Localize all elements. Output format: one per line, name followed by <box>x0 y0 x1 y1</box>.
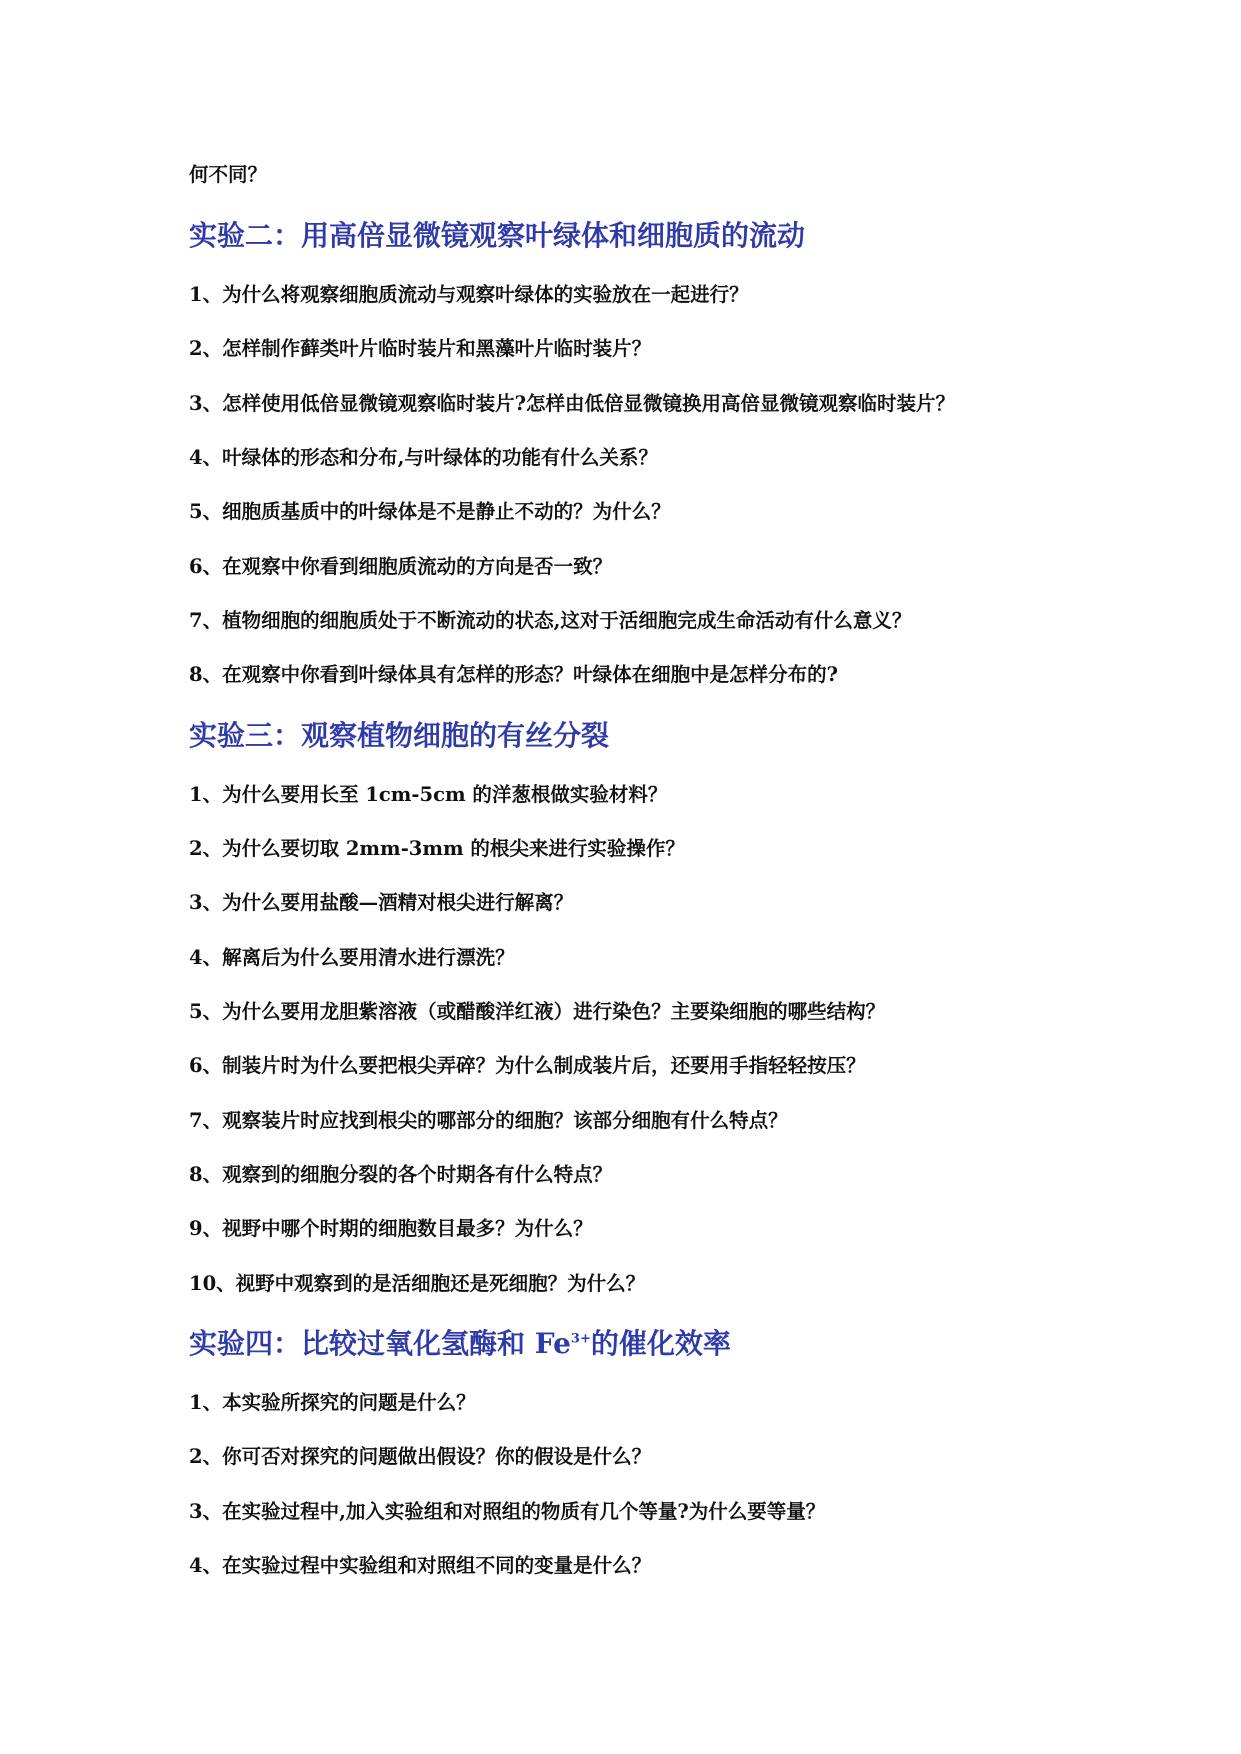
s4-question-4: 4、在实验过程中实验组和对照组不同的变量是什么？ <box>189 1554 652 1577</box>
s3-question-2: 2、为什么要切取 2mm-3mm 的根尖来进行实验操作？ <box>189 837 685 860</box>
s3-question-5: 5、为什么要用龙胆紫溶液（或醋酸洋红液）进行染色？主要染细胞的哪些结构？ <box>189 1000 886 1023</box>
s4-question-3: 3、在实验过程中,加入实验组和对照组的物质有几个等量?为什么要等量？ <box>189 1500 826 1523</box>
section-4-heading <box>189 1326 731 1362</box>
s4-question-2: 2、你可否对探究的问题做出假设？你的假设是什么？ <box>189 1445 652 1468</box>
s2-question-4: 4、叶绿体的形态和分布,与叶绿体的功能有什么关系？ <box>189 446 658 469</box>
section-4-heading-superscript: 3+ <box>570 1331 591 1347</box>
s2-question-6: 6、在观察中你看到细胞质流动的方向是否一致？ <box>189 555 613 578</box>
s2-question-5: 5、细胞质基质中的叶绿体是不是静止不动的？为什么？ <box>189 500 671 523</box>
s2-question-7: 7、植物细胞的细胞质处于不断流动的状态,这对于活细胞完成生命活动有什么意义？ <box>189 609 912 632</box>
s3-question-4: 4、解离后为什么要用清水进行漂洗？ <box>189 946 515 969</box>
section-4-heading-suffix: 的催化效率 <box>590 1327 731 1360</box>
s2-question-1: 1、为什么将观察细胞质流动与观察叶绿体的实验放在一起进行？ <box>189 283 749 306</box>
s3-question-3: 3、为什么要用盐酸—酒精对根尖进行解离？ <box>189 891 574 914</box>
section-2-heading: 实验二：用高倍显微镜观察叶绿体和细胞质的流动 <box>189 219 806 252</box>
section-4-heading-prefix: 实验四：比较过氧化氢酶和 Fe <box>189 1327 571 1360</box>
s2-question-3: 3、怎样使用低倍显微镜观察临时装片?怎样由低倍显微镜换用高倍显微镜观察临时装片？ <box>189 392 955 415</box>
s2-question-8: 8、在观察中你看到叶绿体具有怎样的形态？叶绿体在细胞中是怎样分布的? <box>189 663 838 686</box>
s3-question-7: 7、观察装片时应找到根尖的哪部分的细胞？该部分细胞有什么特点？ <box>189 1109 788 1132</box>
s3-question-1: 1、为什么要用长至 1cm-5cm 的洋葱根做实验材料？ <box>189 783 668 806</box>
s3-question-10: 10、视野中观察到的是活细胞还是死细胞？为什么？ <box>189 1272 646 1295</box>
s3-question-9: 9、视野中哪个时期的细胞数目最多？为什么？ <box>189 1217 593 1240</box>
section-3-heading: 实验三：观察植物细胞的有丝分裂 <box>189 719 610 752</box>
s3-question-6: 6、制装片时为什么要把根尖弄碎？为什么制成装片后，还要用手指轻轻按压？ <box>189 1054 866 1077</box>
s2-question-2: 2、怎样制作藓类叶片临时装片和黑藻叶片临时装片？ <box>189 337 652 360</box>
s4-question-1: 1、本实验所探究的问题是什么？ <box>189 1391 476 1414</box>
intro-fragment: 何不同？ <box>189 163 268 186</box>
s3-question-8: 8、观察到的细胞分裂的各个时期各有什么特点？ <box>189 1163 613 1186</box>
